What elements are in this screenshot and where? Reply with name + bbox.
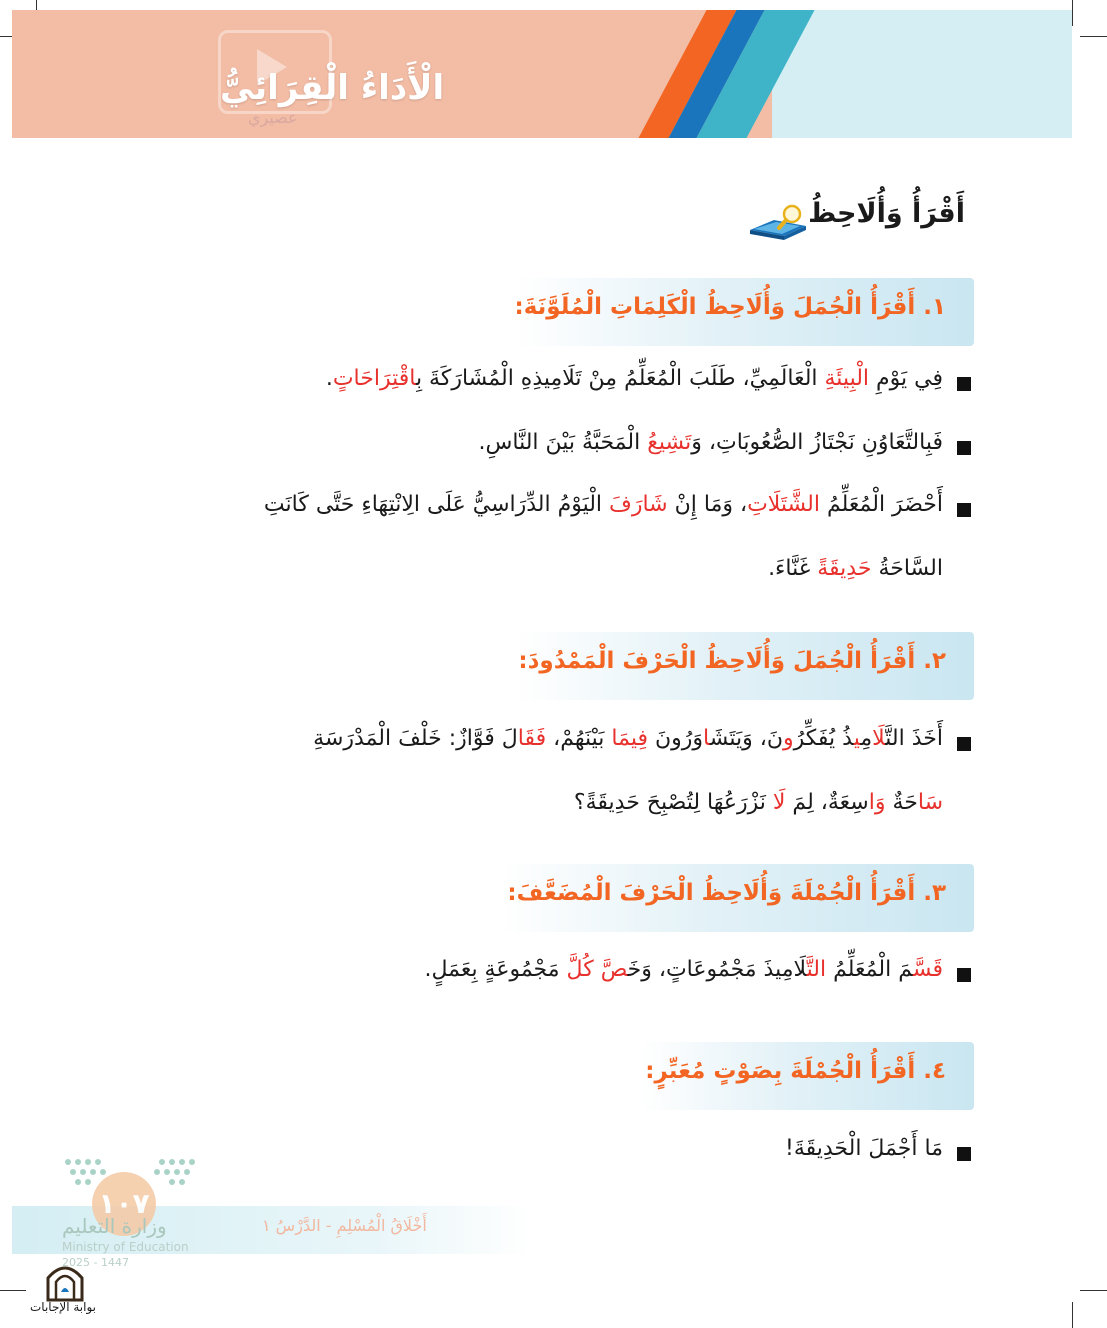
crop-mark (1080, 1290, 1107, 1291)
text-segment: الْعَالَمِيِّ، طَلَبَ الْمُعَلِّمُ مِنْ تَلَامِيذِهِ الْمُشَارَكَةَ بِ (415, 366, 825, 391)
highlighted-word: الشَّتَلَاتِ (747, 492, 820, 517)
text-segment: بَيْنَهُمْ، (546, 726, 612, 751)
text-segment: حَةٌ (885, 790, 918, 815)
crop-mark (1072, 1302, 1073, 1328)
highlighted-word: سَا (917, 790, 943, 815)
highlighted-word: حَدِيقَةً (817, 556, 872, 581)
text-segment: أَخَذَ التَّ (885, 726, 943, 751)
text-segment: وَرُونَ (647, 726, 704, 751)
text-segment: مَجْمُوعَةٍ بِعَمَلٍ. (424, 957, 567, 982)
text-line (264, 492, 943, 517)
text-segment: السَّاحَةُ (871, 556, 943, 581)
section-2-banner (516, 632, 974, 700)
text-segment (594, 957, 601, 982)
portal-name[interactable]: بوابة الإجابات (30, 1300, 97, 1314)
highlighted-word: قَسَّ (912, 957, 943, 982)
bullet-square-icon (957, 737, 971, 751)
bullet-square-icon (957, 503, 971, 517)
text-line (424, 957, 943, 982)
crop-mark (1080, 36, 1107, 37)
section-2-heading: ٢. أَقْرَأُ الْجُمَلَ وَأُلَاحِظُ الْحَرْفَ الْمَمْدُودَ: (518, 648, 946, 674)
section-4-banner (640, 1042, 974, 1110)
ministry-name-en: Ministry of Education (62, 1240, 189, 1254)
highlighted-word: ي (853, 726, 861, 751)
book-magnifier-icon (748, 204, 808, 242)
bullet-square-icon (957, 377, 971, 391)
text-segment: سِعَةٌ، لِمَ (785, 790, 869, 815)
edition-year: 2025 - 1447 (62, 1256, 129, 1269)
text-segment: مَا أَجْمَلَ الْحَدِيقَةَ! (785, 1136, 943, 1161)
highlighted-word: الْبِيئَةِ (824, 366, 870, 391)
page-title: الْأَدَاءُ الْقِرَائِيُّ (220, 68, 445, 108)
highlighted-word: وَا (868, 790, 886, 815)
section-4-heading: ٤. أَقْرَأُ الْجُمْلَةَ بِصَوْتٍ مُعَبِّرٍ: (645, 1058, 946, 1084)
text-line (785, 1136, 943, 1161)
ministry-name-ar: وزارة التعليم (62, 1214, 167, 1238)
text-line (326, 366, 943, 391)
highlighted-word: اقْتِرَاحَاتٍ (332, 366, 416, 391)
portal-logo-icon (44, 1258, 86, 1302)
bullet-square-icon (957, 1147, 971, 1161)
text-segment: ، وَمَا إِنْ (667, 492, 748, 517)
bullet-square-icon (957, 968, 971, 982)
section-1-banner (516, 278, 974, 346)
text-segment: الْيَوْمُ الدِّرَاسِيُّ عَلَى الِانْتِهَاءِ حَتَّى كَانَتِ (263, 492, 610, 517)
highlighted-word: تَشِيعُ (647, 430, 692, 455)
text-line (768, 556, 943, 581)
text-segment: فَبِالتَّعَاوُنِ نَجْتَازُ الصُّعُوبَاتِ، وَ (691, 430, 943, 455)
header-blue-panel (772, 10, 1072, 138)
book-lesson-label: أَخْلَاقُ الْمُسْلِمِ - الدَّرْسُ ١ (262, 1216, 427, 1235)
highlighted-word: لَا (772, 790, 786, 815)
crop-mark (0, 1290, 26, 1291)
section-3-banner (500, 864, 974, 932)
text-segment: ذُ يُفَكِّرُ (793, 726, 854, 751)
text-segment: لَ فَوَّازٌ: خَلْفَ الْمَدْرَسَةِ (313, 726, 518, 751)
text-segment: غَنَّاءَ. (768, 556, 818, 581)
highlighted-word: ا (703, 726, 710, 751)
text-line (313, 726, 943, 751)
highlighted-word: كُلَّ (566, 957, 594, 982)
highlighted-word: لَا (872, 726, 886, 751)
text-segment: مِ (860, 726, 873, 751)
bullet-square-icon (957, 441, 971, 455)
crop-mark (1072, 0, 1073, 26)
text-segment: مَ الْمُعَلِّمُ (826, 957, 913, 982)
highlighted-word: فِيمَا (611, 726, 648, 751)
highlighted-word: صَّ (600, 957, 628, 982)
page-header (12, 10, 1072, 138)
highlighted-word: التَّ (806, 957, 827, 982)
page-number: ١٠٧ (92, 1172, 156, 1236)
highlighted-word: شَارَفَ (609, 492, 668, 517)
text-segment: فِي يَوْمِ (869, 366, 943, 391)
text-segment: أَحْضَرَ الْمُعَلِّمُ (820, 492, 943, 517)
text-segment: . (325, 366, 333, 391)
watermark-text: عصيري (248, 108, 298, 127)
text-segment: لَامِيذَ مَجْمُوعَاتٍ، وَخَ (627, 957, 807, 982)
text-line (574, 790, 943, 815)
text-line (479, 430, 943, 455)
highlighted-word: فَقَا (517, 726, 547, 751)
text-segment: الْمَحَبَّةُ بَيْنَ النَّاسِ. (478, 430, 648, 455)
text-segment: نَزْرَعُهَا لِتُصْبِحَ حَدِيقَةً؟ (573, 790, 773, 815)
highlighted-word: و (782, 726, 794, 751)
section-1-heading: ١. أَقْرَأُ الْجُمَلَ وَأُلَاحِظُ الْكَلِمَاتِ الْمُلَوَّنَةَ: (514, 294, 946, 320)
section-3-heading: ٣. أَقْرَأُ الْجُمْلَةَ وَأُلَاحِظُ الْحَرْفَ الْمُضَعَّفَ: (507, 880, 946, 906)
text-segment: نَ، وَيَتَشَ (709, 726, 783, 751)
section-main-heading: أَقْرَأُ وَأُلَاحِظُ (808, 198, 965, 229)
